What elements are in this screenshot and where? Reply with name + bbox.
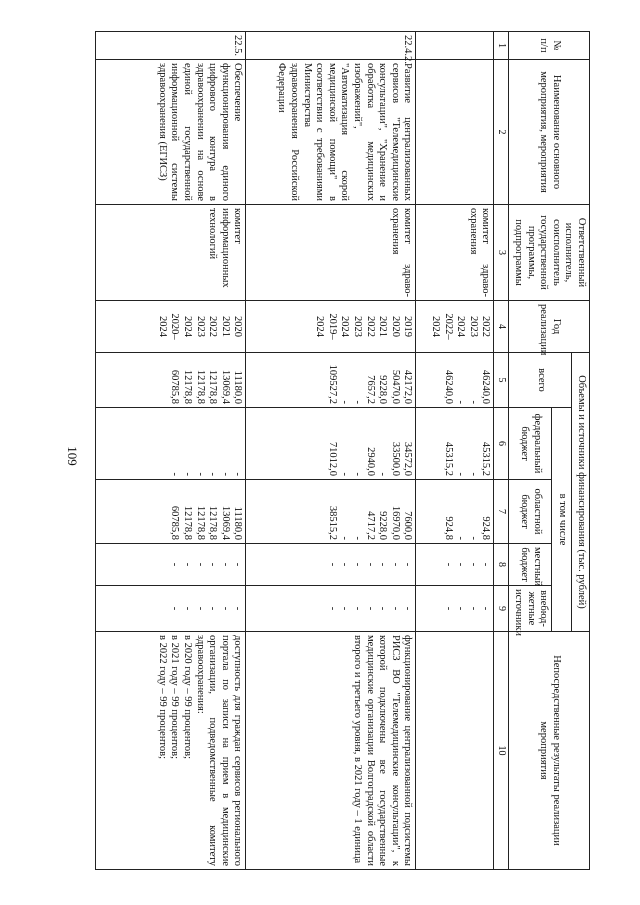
row-name: Обеспечение функционирования единого цифрового контура в здравоохранении на основе единой государственной информационной системы здравоохранения (ЕГИСЗ) — [96, 60, 246, 205]
row-extra: - - - - - - — [96, 586, 246, 632]
row-num — [416, 32, 494, 60]
table-row — [96, 32, 246, 870]
row-num: 22.5. — [96, 32, 246, 60]
row-result: доступность для граждан сервисов регионального портала по записи на прием в медицинские организации, подведомственные комитету здравоохранения: в 2020 году – 99 процентов; в 2021 году – 99 процентов; в 2022 году – 99 процентов; — [96, 632, 246, 870]
row-local: - - - - — [416, 544, 494, 586]
table-row — [416, 32, 494, 870]
row-extra: - - - - - - - — [246, 586, 416, 632]
col-number: 8 — [494, 544, 509, 586]
col-number: 2 — [494, 60, 509, 205]
header-year: Год реализации — [509, 301, 590, 353]
col-number: 6 — [494, 408, 509, 480]
row-regional: 7600,0 16970,0 9228,0 4717,2 - - 38515,2 — [246, 480, 416, 544]
col-number: 5 — [494, 353, 509, 408]
row-name — [416, 60, 494, 205]
row-federal: - - - - - - — [96, 408, 246, 480]
header-num: № п/п — [509, 32, 590, 60]
header-federal: федеральный бюджет — [509, 408, 552, 480]
row-extra: - - - - — [416, 586, 494, 632]
row-total: 46240,0 - - 46240,0 — [416, 353, 494, 408]
col-number: 4 — [494, 301, 509, 353]
header-incl: в том числе — [552, 408, 572, 632]
row-federal: 34572,0 33500,0 - 2940,0 - - 71012,0 — [246, 408, 416, 480]
header-name: Наименование основного мероприятия, мероприятия — [509, 60, 590, 205]
header-local: местный бюджет — [509, 544, 552, 586]
header-regional: областной бюджет — [509, 480, 552, 544]
row-regional: 924,8 - - 924,8 — [416, 480, 494, 544]
row-years: 2022 2023 2024 2022–2024 — [416, 301, 494, 353]
row-years: 2020 2021 2022 2023 2024 2020–2024 — [96, 301, 246, 353]
row-local: - - - - - - - — [246, 544, 416, 586]
row-federal: 45315,2 - - 45315,2 — [416, 408, 494, 480]
header-result: Непосредственные результаты реализации мероприятия — [509, 632, 590, 870]
row-name: Развитие централизованных сервисов "Телемедицинские консультации", "Хранение и обработка медицинских изображений", "Автоматизация скорой медицинской помощи" в соответствии с требованиями Министерства здравоохранения Российской Федерации — [246, 60, 416, 205]
col-number: 10 — [494, 632, 509, 870]
header-volumes: Объемы и источники финансирования (тыс. рублей) — [572, 353, 590, 632]
header-extra: внебюд- жетные источники — [509, 586, 552, 632]
col-number: 3 — [494, 205, 509, 301]
header-executor: Ответственный исполнитель, соисполнитель государственной программы, подпрограммы — [509, 205, 590, 301]
row-result: функционирование централизованной подсистемы РИСЗ ВО "Телемедицинские консультации", к которой подключены все государственные медицинские организации Волгоградской области второго и третьего уровня, в 2021 году – 1 единица — [246, 632, 416, 870]
row-result — [416, 632, 494, 870]
row-local: - - - - - - — [96, 544, 246, 586]
col-number: 9 — [494, 586, 509, 632]
row-executor: комитет здраво- охранения — [416, 205, 494, 301]
table-row — [246, 32, 416, 870]
financing-table — [95, 31, 590, 870]
header-total: всего — [509, 353, 572, 408]
row-years: 2019 2020 2021 2022 2023 2024 2019–2024 — [246, 301, 416, 353]
col-number: 1 — [494, 32, 509, 60]
row-total: 11180,0 13069,4 12178,8 12178,8 12178,8 60785,8 — [96, 353, 246, 408]
row-total: 42172,0 50470,0 9228,0 7657,2 - - 109527,2 — [246, 353, 416, 408]
row-executor: комитет здраво- охранения — [246, 205, 416, 301]
row-num: 22.4.2. — [246, 32, 416, 60]
page-number: 109 — [65, 446, 80, 466]
row-regional: 11180,0 13069,4 12178,8 12178,8 12178,8 60785,8 — [96, 480, 246, 544]
col-number: 7 — [494, 480, 509, 544]
row-executor: комитет информационных технологий — [96, 205, 246, 301]
